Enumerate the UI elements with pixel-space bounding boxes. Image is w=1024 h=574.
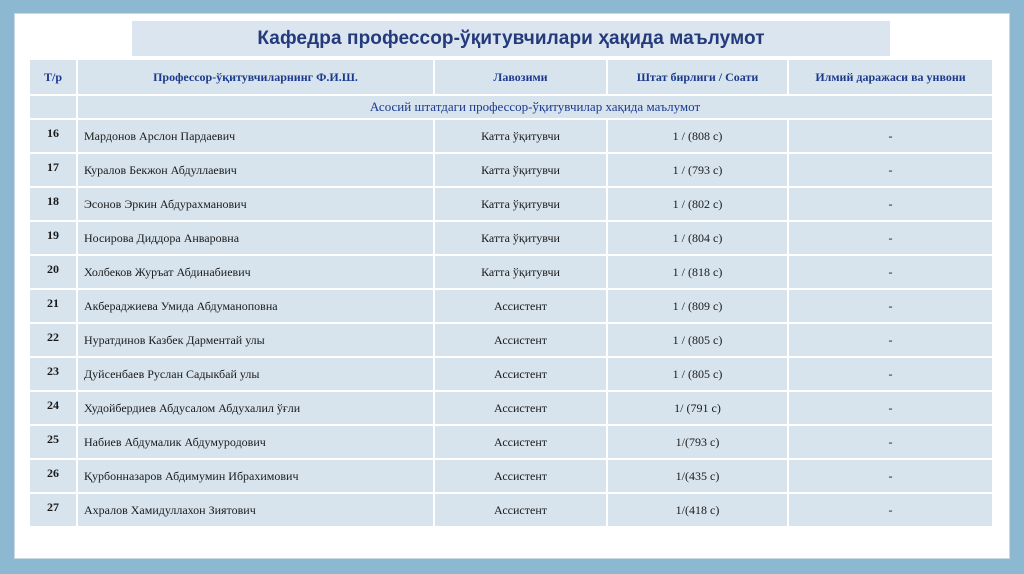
academic-degree: - — [789, 290, 992, 322]
row-number: 22 — [30, 324, 76, 356]
teacher-name: Мардонов Арслон Пардаевич — [78, 120, 433, 152]
header-degree: Илмий даражаси ва унвони — [789, 60, 992, 94]
academic-degree: - — [789, 256, 992, 288]
table-row — [30, 120, 992, 152]
academic-degree: - — [789, 426, 992, 458]
row-number: 20 — [30, 256, 76, 288]
table-row — [30, 154, 992, 186]
staff-rate: 1 / (808 с) — [608, 120, 787, 152]
section-blank-cell — [30, 96, 76, 118]
teacher-position: Ассистент — [435, 324, 606, 356]
table-header-row — [30, 60, 992, 94]
teacher-position: Ассистент — [435, 426, 606, 458]
header-rate: Штат бирлиги / Соати — [608, 60, 787, 94]
academic-degree: - — [789, 222, 992, 254]
staff-rate: 1 / (802 с) — [608, 188, 787, 220]
staff-rate: 1/(418 с) — [608, 494, 787, 526]
row-number: 16 — [30, 120, 76, 152]
table-row — [30, 324, 992, 356]
academic-degree: - — [789, 392, 992, 424]
staff-rate: 1/(793 с) — [608, 426, 787, 458]
section-row — [30, 96, 992, 118]
section-title: Асосий штатдаги профессор-ўқитувчилар хақида маълумот — [78, 96, 992, 118]
header-position: Лавозими — [435, 60, 606, 94]
teacher-position: Ассистент — [435, 494, 606, 526]
row-number: 26 — [30, 460, 76, 492]
teacher-name: Набиев Абдумалик Абдумуродович — [78, 426, 433, 458]
teacher-name: Куралов Бекжон Абдуллаевич — [78, 154, 433, 186]
teacher-name: Нуратдинов Казбек Дарментай улы — [78, 324, 433, 356]
header-name: Профессор-ўқитувчиларнинг Ф.И.Ш. — [78, 60, 433, 94]
teacher-name: Дуйсенбаев Руслан Садыкбай улы — [78, 358, 433, 390]
table-row — [30, 188, 992, 220]
teacher-position: Катта ўқитувчи — [435, 256, 606, 288]
table-row — [30, 460, 992, 492]
staff-rate: 1 / (818 с) — [608, 256, 787, 288]
academic-degree: - — [789, 358, 992, 390]
staff-table — [28, 58, 994, 528]
teacher-name: Ахралов Хамидуллахон Зиятович — [78, 494, 433, 526]
staff-rate: 1 / (793 с) — [608, 154, 787, 186]
academic-degree: - — [789, 324, 992, 356]
teacher-position: Катта ўқитувчи — [435, 222, 606, 254]
staff-rate: 1 / (805 с) — [608, 324, 787, 356]
row-number: 17 — [30, 154, 76, 186]
table-row — [30, 256, 992, 288]
staff-rate: 1 / (805 с) — [608, 358, 787, 390]
academic-degree: - — [789, 460, 992, 492]
staff-rate: 1/ (791 с) — [608, 392, 787, 424]
page-title: Кафедра профессор-ўқитувчилари ҳақида маълумот — [257, 27, 765, 49]
academic-degree: - — [789, 154, 992, 186]
table-row — [30, 358, 992, 390]
table-row — [30, 222, 992, 254]
title-banner — [132, 21, 890, 56]
teacher-name: Худойбердиев Абдусалом Абдухалил ўғли — [78, 392, 433, 424]
teacher-position: Катта ўқитувчи — [435, 188, 606, 220]
table-row — [30, 494, 992, 526]
academic-degree: - — [789, 120, 992, 152]
teacher-position: Ассистент — [435, 460, 606, 492]
row-number: 27 — [30, 494, 76, 526]
row-number: 23 — [30, 358, 76, 390]
teacher-name: Эсонов Эркин Абдурахманович — [78, 188, 433, 220]
staff-rate: 1 / (809 с) — [608, 290, 787, 322]
row-number: 25 — [30, 426, 76, 458]
row-number: 19 — [30, 222, 76, 254]
teacher-position: Ассистент — [435, 392, 606, 424]
row-number: 24 — [30, 392, 76, 424]
teacher-position: Катта ўқитувчи — [435, 154, 606, 186]
table-row — [30, 392, 992, 424]
row-number: 18 — [30, 188, 76, 220]
teacher-position: Катта ўқитувчи — [435, 120, 606, 152]
staff-rate: 1/(435 с) — [608, 460, 787, 492]
table-row — [30, 426, 992, 458]
teacher-position: Ассистент — [435, 358, 606, 390]
teacher-name: Акбераджиева Умида Абдуманоповна — [78, 290, 433, 322]
teacher-name: Холбеков Журъат Абдинабиевич — [78, 256, 433, 288]
staff-rate: 1 / (804 с) — [608, 222, 787, 254]
table-row — [30, 290, 992, 322]
teacher-name: Носирова Диддора Анваровна — [78, 222, 433, 254]
header-num: Т/р — [30, 60, 76, 94]
row-number: 21 — [30, 290, 76, 322]
academic-degree: - — [789, 494, 992, 526]
teacher-name: Қурбонназаров Абдимумин Ибрахимович — [78, 460, 433, 492]
academic-degree: - — [789, 188, 992, 220]
teacher-position: Ассистент — [435, 290, 606, 322]
